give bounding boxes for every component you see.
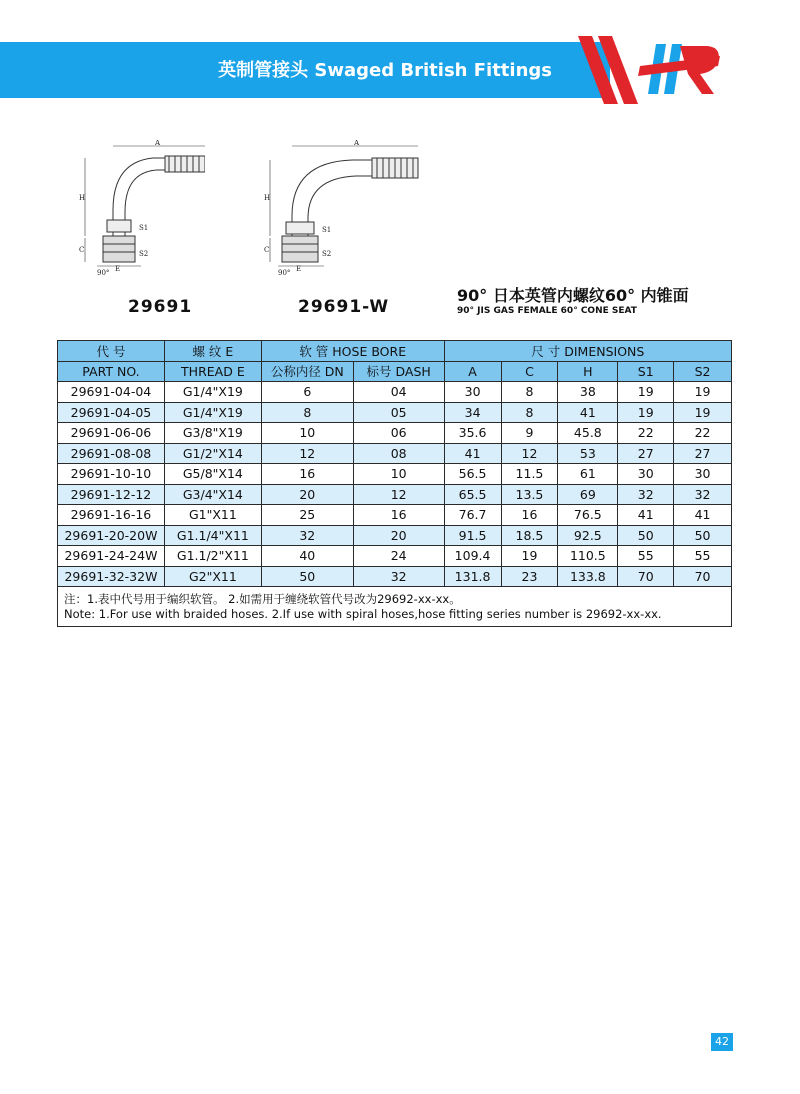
dim-label-s1: S1 bbox=[139, 224, 149, 232]
header-thread-cn: 螺 纹 E bbox=[164, 341, 261, 362]
cell-dn: 10 bbox=[261, 423, 353, 444]
cell-s1: 19 bbox=[618, 382, 674, 403]
cell-s1: 55 bbox=[618, 546, 674, 567]
cell-c: 16 bbox=[501, 505, 558, 526]
cell-part-no: 29691-12-12 bbox=[58, 484, 165, 505]
cell-s2: 70 bbox=[674, 566, 732, 587]
header-thread: THREAD E bbox=[164, 361, 261, 382]
cell-a: 76.7 bbox=[444, 505, 501, 526]
table-row bbox=[58, 525, 732, 546]
header-part: PART NO. bbox=[58, 361, 165, 382]
fitting-drawing-29691-w bbox=[262, 140, 422, 275]
cell-thread: G3/4"X14 bbox=[164, 484, 261, 505]
spec-table-body bbox=[58, 382, 732, 587]
cell-a: 34 bbox=[444, 402, 501, 423]
dim-label-e: E bbox=[115, 265, 121, 273]
cell-s2: 30 bbox=[674, 464, 732, 485]
cell-h: 45.8 bbox=[558, 423, 618, 444]
cell-h: 76.5 bbox=[558, 505, 618, 526]
cell-part-no: 29691-20-20W bbox=[58, 525, 165, 546]
cell-h: 92.5 bbox=[558, 525, 618, 546]
cell-s1: 22 bbox=[618, 423, 674, 444]
cell-part-no: 29691-10-10 bbox=[58, 464, 165, 485]
header-part-cn: 代 号 bbox=[58, 341, 165, 362]
table-row bbox=[58, 423, 732, 444]
cell-h: 41 bbox=[558, 402, 618, 423]
cell-s1: 30 bbox=[618, 464, 674, 485]
fitting-drawing-29691 bbox=[75, 140, 205, 275]
model-label-29691-w: 29691-W bbox=[298, 297, 390, 317]
dim-label-c: C bbox=[264, 246, 270, 254]
brand-logo bbox=[560, 34, 730, 106]
header-a: A bbox=[444, 361, 501, 382]
cell-part-no: 29691-08-08 bbox=[58, 443, 165, 464]
note-cn: 注：1.表中代号用于编织软管。 2.如需用于缠绕软管代号改为29692-xx-xx。 bbox=[64, 591, 461, 606]
table-row bbox=[58, 505, 732, 526]
cell-s2: 19 bbox=[674, 402, 732, 423]
cell-a: 35.6 bbox=[444, 423, 501, 444]
header-s1: S1 bbox=[618, 361, 674, 382]
dim-label-a: A bbox=[354, 140, 360, 147]
cell-h: 53 bbox=[558, 443, 618, 464]
cell-thread: G1/4"X19 bbox=[164, 402, 261, 423]
table-row bbox=[58, 566, 732, 587]
cell-dn: 12 bbox=[261, 443, 353, 464]
cell-s2: 27 bbox=[674, 443, 732, 464]
header-dims-cn: 尺 寸 DIMENSIONS bbox=[444, 341, 731, 362]
table-note-row bbox=[58, 587, 732, 627]
cell-dn: 32 bbox=[261, 525, 353, 546]
cell-dash: 04 bbox=[353, 382, 444, 403]
cell-c: 8 bbox=[501, 382, 558, 403]
header-h: H bbox=[558, 361, 618, 382]
model-label-29691: 29691 bbox=[128, 297, 193, 317]
cell-thread: G1"X11 bbox=[164, 505, 261, 526]
dim-label-angle: 90° bbox=[278, 269, 291, 275]
cell-h: 38 bbox=[558, 382, 618, 403]
cell-a: 91.5 bbox=[444, 525, 501, 546]
cell-c: 18.5 bbox=[501, 525, 558, 546]
cell-c: 8 bbox=[501, 402, 558, 423]
cell-c: 9 bbox=[501, 423, 558, 444]
table-row bbox=[58, 484, 732, 505]
cell-part-no: 29691-06-06 bbox=[58, 423, 165, 444]
banner-title: 英制管接头 Swaged British Fittings bbox=[218, 60, 552, 81]
cell-dash: 24 bbox=[353, 546, 444, 567]
dim-label-e: E bbox=[296, 265, 302, 273]
cell-c: 11.5 bbox=[501, 464, 558, 485]
header-c: C bbox=[501, 361, 558, 382]
cell-thread: G2"X11 bbox=[164, 566, 261, 587]
spec-table bbox=[57, 340, 732, 627]
product-heading-cn: 90° 日本英管内螺纹60° 内锥面 bbox=[457, 286, 689, 305]
cell-part-no: 29691-32-32W bbox=[58, 566, 165, 587]
dim-label-s2: S2 bbox=[322, 250, 332, 258]
cell-s2: 55 bbox=[674, 546, 732, 567]
cell-thread: G1.1/2"X11 bbox=[164, 546, 261, 567]
cell-s2: 22 bbox=[674, 423, 732, 444]
cell-a: 56.5 bbox=[444, 464, 501, 485]
product-heading-en: 90° JIS GAS FEMALE 60° CONE SEAT bbox=[457, 306, 637, 316]
cell-dash: 06 bbox=[353, 423, 444, 444]
cell-h: 133.8 bbox=[558, 566, 618, 587]
table-row bbox=[58, 402, 732, 423]
logo-mark bbox=[638, 44, 720, 94]
dim-label-h: H bbox=[264, 194, 271, 202]
table-row bbox=[58, 464, 732, 485]
cell-dn: 8 bbox=[261, 402, 353, 423]
cell-dn: 40 bbox=[261, 546, 353, 567]
header-dash: 标号 DASH bbox=[353, 361, 444, 382]
cell-c: 19 bbox=[501, 546, 558, 567]
cell-thread: G5/8"X14 bbox=[164, 464, 261, 485]
cell-h: 110.5 bbox=[558, 546, 618, 567]
header-bore-cn: 软 管 HOSE BORE bbox=[261, 341, 444, 362]
cell-part-no: 29691-16-16 bbox=[58, 505, 165, 526]
cell-h: 69 bbox=[558, 484, 618, 505]
cell-dn: 20 bbox=[261, 484, 353, 505]
cell-a: 131.8 bbox=[444, 566, 501, 587]
cell-s1: 32 bbox=[618, 484, 674, 505]
cell-a: 41 bbox=[444, 443, 501, 464]
cell-dash: 32 bbox=[353, 566, 444, 587]
cell-dash: 08 bbox=[353, 443, 444, 464]
cell-c: 23 bbox=[501, 566, 558, 587]
cell-h: 61 bbox=[558, 464, 618, 485]
cell-part-no: 29691-04-04 bbox=[58, 382, 165, 403]
table-note bbox=[58, 587, 732, 627]
dim-label-a: A bbox=[155, 140, 161, 147]
cell-dash: 10 bbox=[353, 464, 444, 485]
dim-label-s1: S1 bbox=[322, 226, 332, 234]
cell-dash: 05 bbox=[353, 402, 444, 423]
cell-s2: 19 bbox=[674, 382, 732, 403]
cell-s1: 19 bbox=[618, 402, 674, 423]
cell-thread: G1/4"X19 bbox=[164, 382, 261, 403]
cell-s1: 41 bbox=[618, 505, 674, 526]
table-row bbox=[58, 382, 732, 403]
cell-thread: G3/8"X19 bbox=[164, 423, 261, 444]
table-header-en bbox=[58, 361, 732, 382]
dim-label-h: H bbox=[79, 194, 86, 202]
title-banner bbox=[0, 42, 610, 98]
cell-dn: 50 bbox=[261, 566, 353, 587]
dim-label-angle: 90° bbox=[97, 269, 110, 275]
cell-c: 12 bbox=[501, 443, 558, 464]
cell-a: 109.4 bbox=[444, 546, 501, 567]
cell-s2: 50 bbox=[674, 525, 732, 546]
note-en: Note: 1.For use with braided hoses. 2.If use with spiral hoses,hose fitting series number is 29692-xx-xx. bbox=[64, 606, 662, 621]
cell-s1: 50 bbox=[618, 525, 674, 546]
cell-dash: 12 bbox=[353, 484, 444, 505]
cell-dash: 16 bbox=[353, 505, 444, 526]
cell-a: 30 bbox=[444, 382, 501, 403]
table-header-cn bbox=[58, 341, 732, 362]
page-number: 42 bbox=[711, 1033, 733, 1051]
cell-c: 13.5 bbox=[501, 484, 558, 505]
cell-s2: 41 bbox=[674, 505, 732, 526]
table-row bbox=[58, 443, 732, 464]
cell-a: 65.5 bbox=[444, 484, 501, 505]
cell-thread: G1/2"X14 bbox=[164, 443, 261, 464]
header-s2: S2 bbox=[674, 361, 732, 382]
cell-s1: 27 bbox=[618, 443, 674, 464]
cell-dn: 16 bbox=[261, 464, 353, 485]
table-row bbox=[58, 546, 732, 567]
cell-dash: 20 bbox=[353, 525, 444, 546]
cell-thread: G1.1/4"X11 bbox=[164, 525, 261, 546]
cell-s2: 32 bbox=[674, 484, 732, 505]
cell-dn: 25 bbox=[261, 505, 353, 526]
cell-s1: 70 bbox=[618, 566, 674, 587]
cell-part-no: 29691-04-05 bbox=[58, 402, 165, 423]
cell-part-no: 29691-24-24W bbox=[58, 546, 165, 567]
header-dn: 公称内径 DN bbox=[261, 361, 353, 382]
cell-dn: 6 bbox=[261, 382, 353, 403]
dim-label-s2: S2 bbox=[139, 250, 149, 258]
dim-label-c: C bbox=[79, 246, 85, 254]
